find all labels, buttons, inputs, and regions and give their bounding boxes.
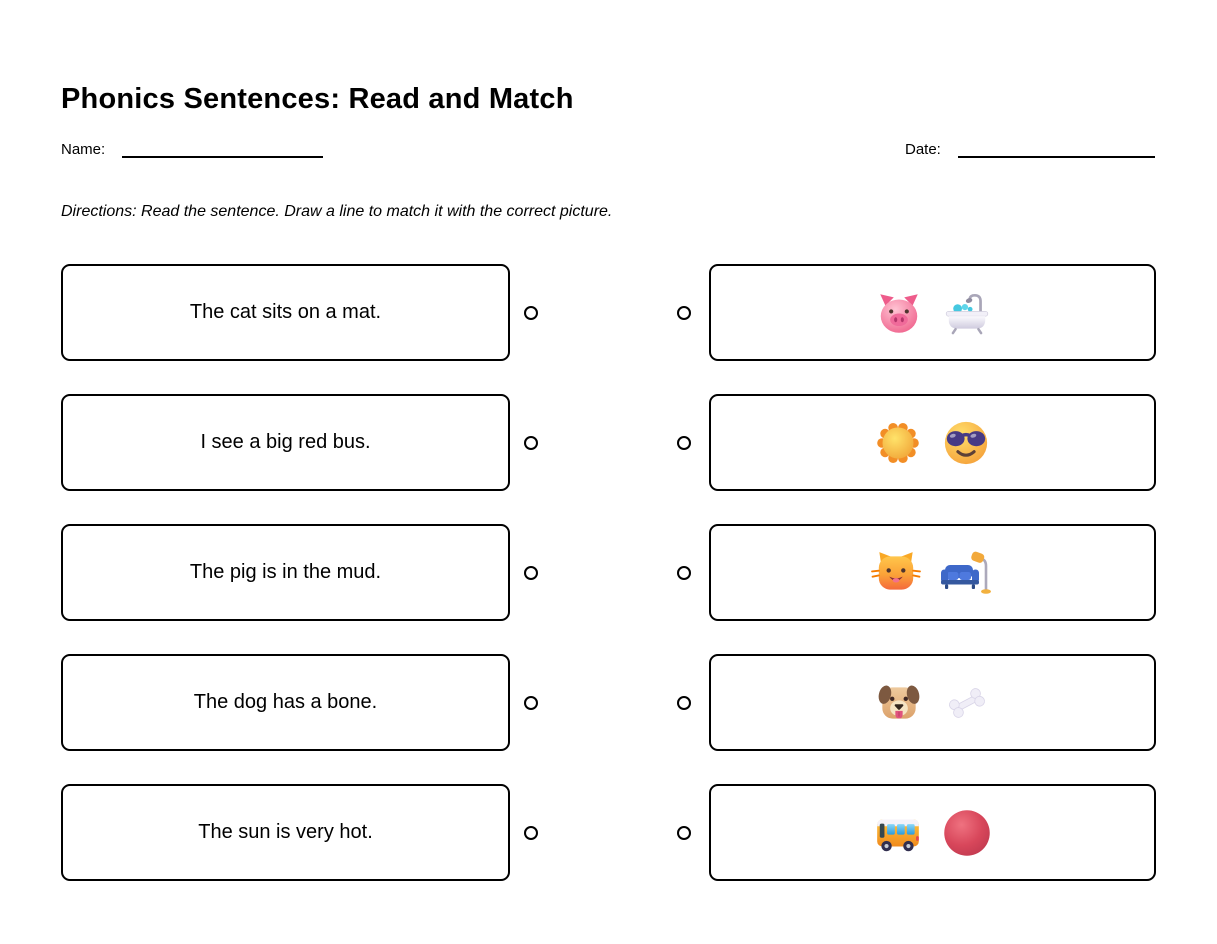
sentence-box-1[interactable] — [61, 264, 510, 361]
bus-icon — [873, 808, 923, 858]
match-row-3 — [0, 524, 1217, 621]
connector-dot-left-3[interactable] — [524, 566, 538, 580]
sentence-text: The sun is very hot. — [198, 821, 373, 843]
picture-box-5[interactable] — [709, 784, 1156, 881]
picture-box-3[interactable] — [709, 524, 1156, 621]
name-label: Name: — [61, 141, 106, 158]
picture-box-2[interactable] — [709, 394, 1156, 491]
sentence-text: The dog has a bone. — [193, 691, 378, 713]
bathtub-icon — [942, 288, 992, 338]
sentence-box-2[interactable] — [61, 394, 510, 491]
sentence-box-3[interactable] — [61, 524, 510, 621]
sentence-text: I see a big red bus. — [200, 431, 371, 453]
sentence-box-4[interactable] — [61, 654, 510, 751]
dog-face-icon — [874, 678, 924, 728]
connector-dot-right-1[interactable] — [677, 306, 691, 320]
face-with-sunglasses-icon — [940, 417, 992, 469]
connector-dot-right-4[interactable] — [677, 696, 691, 710]
date-label: Date: — [905, 141, 941, 158]
sentence-box-5[interactable] — [61, 784, 510, 881]
picture-box-4[interactable] — [709, 654, 1156, 751]
name-fill-line[interactable] — [122, 156, 323, 158]
bone-icon — [942, 678, 992, 728]
connector-dot-left-4[interactable] — [524, 696, 538, 710]
picture-box-1[interactable] — [709, 264, 1156, 361]
connector-dot-left-2[interactable] — [524, 436, 538, 450]
connector-dot-left-1[interactable] — [524, 306, 538, 320]
match-row-5 — [0, 784, 1217, 881]
red-ball-icon — [941, 807, 993, 859]
sentence-text: The cat sits on a mat. — [189, 301, 382, 323]
match-row-2 — [0, 394, 1217, 491]
sentence-text: The pig is in the mud. — [189, 561, 382, 583]
connector-dot-right-5[interactable] — [677, 826, 691, 840]
sun-icon — [874, 419, 922, 467]
pig-face-icon — [874, 288, 924, 338]
directions-text: Directions: Read the sentence. Draw a line to match it with the correct picture. — [61, 203, 613, 220]
connector-dot-right-2[interactable] — [677, 436, 691, 450]
match-row-1 — [0, 264, 1217, 361]
page-title: Phonics Sentences: Read and Match — [61, 83, 574, 115]
couch-and-lamp-icon — [939, 548, 995, 598]
match-row-4 — [0, 654, 1217, 751]
cat-face-icon — [871, 548, 921, 598]
connector-dot-left-5[interactable] — [524, 826, 538, 840]
connector-dot-right-3[interactable] — [677, 566, 691, 580]
date-fill-line[interactable] — [958, 156, 1155, 158]
